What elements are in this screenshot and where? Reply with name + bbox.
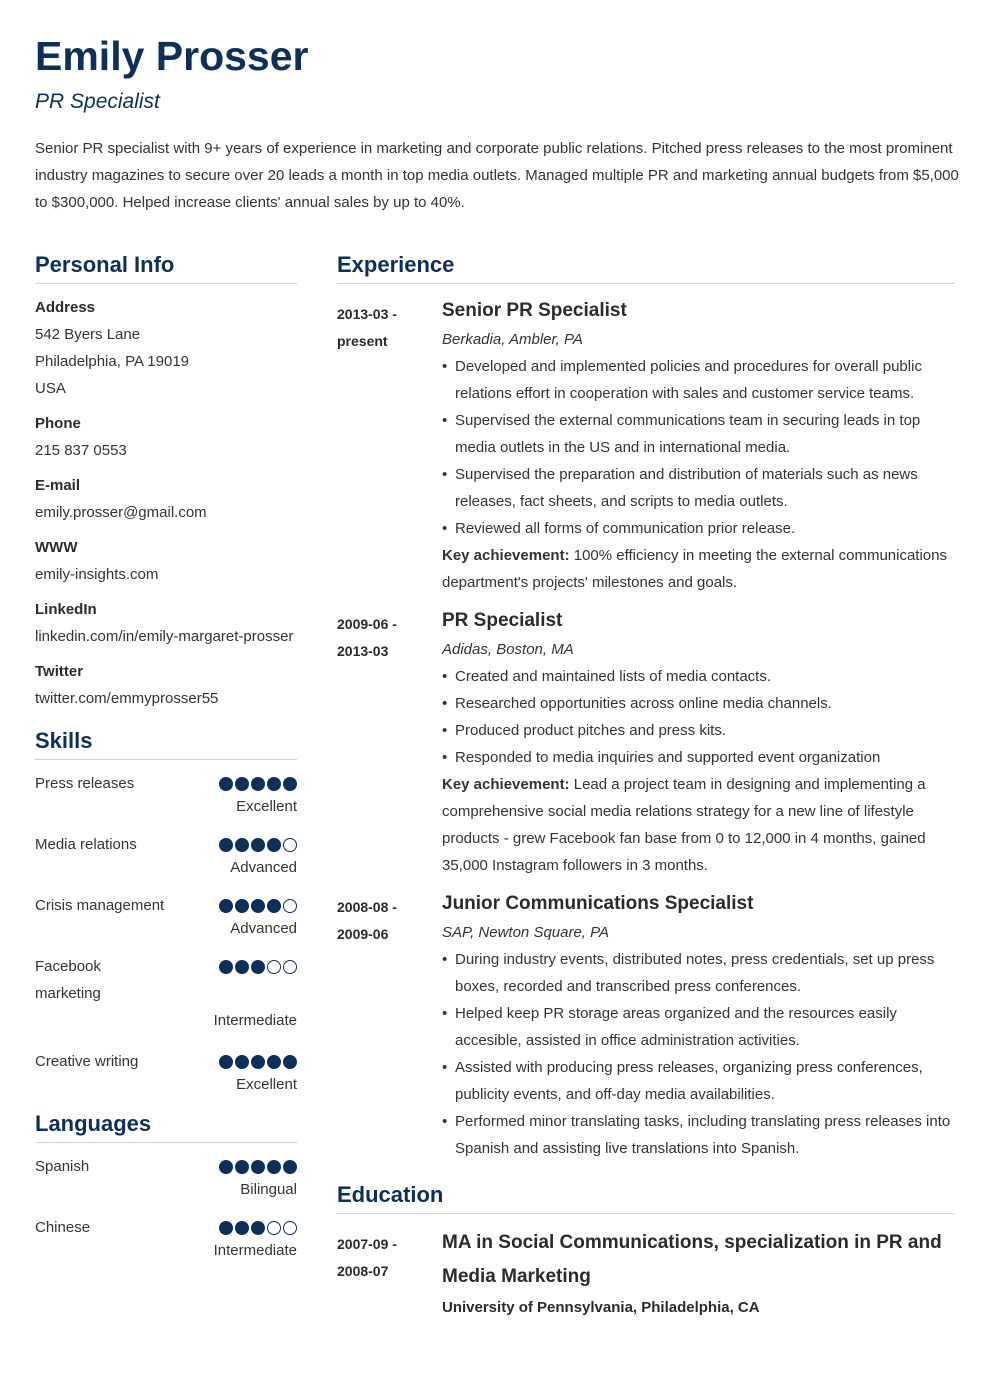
www-block [35,534,297,588]
education-dates [337,1226,442,1321]
rating-dot-filled [235,899,249,913]
address-line: USA [35,380,66,397]
job-achievement [442,771,955,879]
rating-dot-empty [283,960,297,974]
rating-dot-filled [267,899,281,913]
address-line: Philadelphia, PA 19019 [35,353,190,370]
achievement-label: Key achievement: [442,547,570,564]
skill-level: Intermediate [213,1012,297,1029]
twitter-block [35,658,297,712]
candidate-title: PR Specialist [35,90,160,113]
right-column [337,250,955,1331]
achievement-text: 100% efficiency in meeting the external communications department's projects' milestones and goals. [442,547,947,591]
rating-dot-filled [235,1055,249,1069]
rating-dot-filled [251,838,265,852]
skill-rating-dots [219,953,297,980]
job-date-end: 2009-06 [337,926,389,942]
languages-list [35,1153,297,1261]
language-name: Chinese [35,1219,91,1236]
language-item [35,1214,297,1261]
job-bullet: • Supervised the preparation and distribution of materials such as news releases, fact sheets, and scripts to media outlets. [442,461,955,515]
summary-paragraph: Senior PR specialist with 9+ years of experience in marketing and corporate public relations. Pitched press releases to the most prominent industry magazines to secure over 20 leads a month in top media outlets. Managed multiple PR and marketing annual budgets from $5,000 to $300,000. Helped increase clients' annual sales by up to 40%. [35,140,959,211]
job-bullet: • Created and maintained lists of media contacts. [442,663,955,690]
rating-dot-filled [267,838,281,852]
skills-heading: Skills [35,726,297,760]
job-company: Berkadia, Ambler, PA [442,331,583,348]
left-column [35,250,297,1275]
experience-heading: Experience [337,250,955,284]
rating-dot-filled [283,1160,297,1174]
linkedin-label: LinkedIn [35,601,97,618]
skill-rating-dots [219,1048,297,1075]
rating-dot-filled [219,1221,233,1235]
education-heading: Education [337,1180,955,1214]
job-date-end: present [337,333,388,349]
personal-info-heading: Personal Info [35,250,297,284]
phone-label: Phone [35,415,81,432]
skill-level: Excellent [236,1076,297,1093]
job-body [442,296,955,596]
job-entry [337,296,955,596]
rating-dot-filled [267,1055,281,1069]
language-rating-dots [219,1153,297,1180]
language-item [35,1153,297,1200]
job-bullets [442,663,955,771]
phone-block [35,410,297,464]
rating-dot-filled [251,777,265,791]
job-achievement [442,542,955,596]
job-role: PR Specialist [442,610,563,631]
job-entry [337,606,955,879]
language-name: Spanish [35,1158,90,1175]
address-block [35,294,297,402]
phone-value: 215 837 0553 [35,442,127,459]
job-role: Junior Communications Specialist [442,893,754,914]
job-date-start: 2013-03 - [337,306,397,322]
skill-rating-dots [219,831,297,858]
skill-item [35,953,297,1034]
education-date-start: 2007-09 - [337,1236,397,1252]
www-label: WWW [35,539,78,556]
job-dates [337,606,442,879]
rating-dot-filled [251,899,265,913]
language-level: Intermediate [213,1242,297,1259]
skill-name: Press releases [35,775,135,792]
rating-dot-filled [235,777,249,791]
rating-dot-filled [251,1221,265,1235]
job-bullet: • During industry events, distributed notes, press credentials, set up press boxes, recorded and transcribed press conferences. [442,946,955,1000]
education-date-end: 2008-07 [337,1263,389,1279]
job-role: Senior PR Specialist [442,300,627,321]
skill-name: Facebook marketing [35,958,101,1002]
languages-heading: Languages [35,1109,297,1143]
job-bullets [442,353,955,542]
rating-dot-empty [283,1221,297,1235]
linkedin-link[interactable]: linkedin.com/in/emily-margaret-prosser [35,628,294,645]
education-entry [337,1226,955,1321]
rating-dot-filled [267,777,281,791]
rating-dot-filled [283,1055,297,1069]
education-school: University of Pennsylvania, Philadelphia, CA [442,1299,760,1316]
language-rating-dots [219,1214,297,1241]
skill-level: Advanced [230,920,297,937]
education-body [442,1226,955,1321]
rating-dot-empty [267,960,281,974]
skill-rating-dots [219,770,297,797]
skill-item [35,770,297,817]
skill-item [35,1048,297,1095]
job-bullet: • Assisted with producing press releases, organizing press conferences, publicity events, and off-day media availabilities. [442,1054,955,1108]
email-link[interactable]: emily.prosser@gmail.com [35,504,207,521]
rating-dot-filled [235,960,249,974]
twitter-label: Twitter [35,663,84,680]
skill-name: Media relations [35,836,137,853]
job-dates [337,296,442,596]
job-body [442,889,955,1162]
rating-dot-filled [251,1160,265,1174]
rating-dot-filled [251,1055,265,1069]
email-label: E-mail [35,477,81,494]
rating-dot-filled [219,1160,233,1174]
rating-dot-filled [235,1221,249,1235]
rating-dot-filled [251,960,265,974]
job-company: SAP, Newton Square, PA [442,924,610,941]
job-bullet: • Performed minor translating tasks, including translating press releases into Spanish and assisting live translations into Spanish. [442,1108,955,1162]
job-bullet: • Produced product pitches and press kits. [442,717,955,744]
address-line: 542 Byers Lane [35,326,141,343]
skill-item [35,831,297,878]
achievement-label: Key achievement: [442,776,570,793]
skill-level: Advanced [230,859,297,876]
job-bullet: • Responded to media inquiries and supported event organization [442,744,955,771]
rating-dot-empty [283,838,297,852]
education-degree: MA in Social Communications, specialization in PR and Media Marketing [442,1232,942,1287]
rating-dot-empty [267,1221,281,1235]
rating-dot-filled [235,838,249,852]
skill-name: Creative writing [35,1053,139,1070]
rating-dot-filled [219,899,233,913]
skill-item [35,892,297,939]
rating-dot-filled [219,838,233,852]
rating-dot-filled [235,1160,249,1174]
job-bullet: • Reviewed all forms of communication prior release. [442,515,955,542]
job-body [442,606,955,879]
rating-dot-empty [283,899,297,913]
language-level: Bilingual [240,1181,297,1198]
job-date-start: 2008-08 - [337,899,397,915]
twitter-link[interactable]: twitter.com/emmyprosser55 [35,690,219,707]
rating-dot-filled [219,1055,233,1069]
skill-name: Crisis management [35,897,165,914]
job-bullet: • Supervised the external communications team in securing leads in top media outlets in the US and in international media. [442,407,955,461]
job-dates [337,889,442,1162]
rating-dot-filled [219,777,233,791]
job-entry [337,889,955,1162]
job-company: Adidas, Boston, MA [442,641,574,658]
job-bullets [442,946,955,1162]
rating-dot-filled [267,1160,281,1174]
skill-rating-dots [219,892,297,919]
skills-list [35,770,297,1095]
address-label: Address [35,299,96,316]
linkedin-block [35,596,297,650]
job-bullet: • Helped keep PR storage areas organized and the resources easily accesible, assisted in office administration activities. [442,1000,955,1054]
achievement-text: Lead a project team in designing and implementing a comprehensive social media relations strategy for a new line of lifestyle products - grew Facebook fan base from 0 to 12,000 in 4 months, gained 35,000 Instagram followers in 3 months. [442,776,926,874]
www-link[interactable]: emily-insights.com [35,566,159,583]
skill-level: Excellent [236,798,297,815]
job-bullet: • Researched opportunities across online media channels. [442,690,955,717]
job-date-start: 2009-06 - [337,616,397,632]
job-date-end: 2013-03 [337,643,389,659]
rating-dot-filled [219,960,233,974]
candidate-name: Emily Prosser [35,33,309,79]
rating-dot-filled [283,777,297,791]
email-block [35,472,297,526]
job-bullet: • Developed and implemented policies and procedures for overall public relations effort in cooperation with sales and customer service teams. [442,353,955,407]
